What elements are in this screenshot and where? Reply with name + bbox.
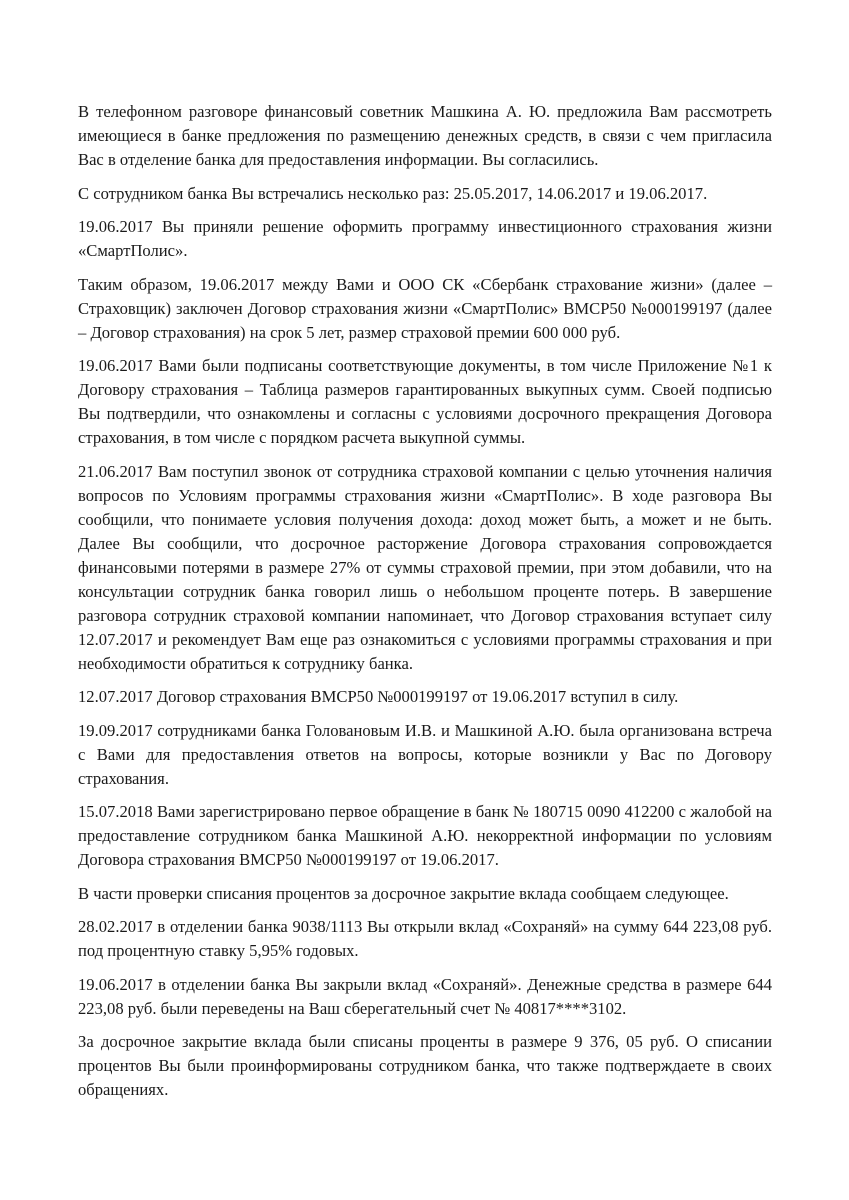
paragraph-deposit-opened: 28.02.2017 в отделении банка 9038/1113 Вы открыли вклад «Сохраняй» на сумму 644 223,08 руб. под процентную ставку 5,95% годовых. [78,917,772,960]
document-page [78,100,772,1112]
paragraph-contract-effective: 12.07.2017 Договор страхования ВМСР50 №000199197 от 19.06.2017 вступил в силу. [78,687,679,706]
paragraph-contract-concluded: Таким образом, 19.06.2017 между Вами и ООО СК «Сбербанк страхование жизни» (далее – Страховщик) заключен Договор страхования жизни «СмартПолис» ВМСР50 №000199197 (далее – Договор страхования) на срок 5 лет, размер страховой премии 600 000 руб. [78,274,772,342]
paragraph-documents-signed: 19.06.2017 Вами были подписаны соответствующие документы, в том числе Приложение №1 к Договору страхования – Таблица размеров гарантированных выкупных сумм. Своей подписью Вы подтвердили, что ознакомлены и согласны с условиями досрочного прекращения Договора страхования, в том числе с порядком расчета выкупной суммы. [78,356,772,447]
paragraph-deposit-closed: 19.06.2017 в отделении банка Вы закрыли вклад «Сохраняй». Денежные средства в размере 644 223,08 руб. были переведены на Ваш сберегательный счет № 40817****3102. [78,974,772,1018]
paragraph-interest-written-off: За досрочное закрытие вклада были списаны проценты в размере 9 376, 05 руб. О списании процентов Вы были проинформированы сотрудником банка, что также подтверждаете в своих обращениях. [78,1032,772,1099]
paragraph-insurer-call: 21.06.2017 Вам поступил звонок от сотрудника страховой компании с целью уточнения наличия вопросов по Условиям программы страхования жизни «СмартПолис». В ходе разговора Вы сообщили, что понимаете условия получения дохода: доход может быть, а может и не быть. Далее Вы сообщили, что досрочное расторжение Договора страхования сопровождается финансовыми потерями в размере 27% от суммы страховой премии, при этом добавили, что на консультации сотрудник банка говорил лишь о небольшом проценте потерь. В завершение разговора сотрудник страховой компании напоминает, что Договор страхования вступает силу 12.07.2017 и рекомендует Вам еще раз ознакомиться с условиями программы страхования и при необходимости обратиться к сотруднику банка. [78,461,772,673]
paragraph-phone-call: В телефонном разговоре финансовый советник Машкина А. Ю. предложила Вам рассмотреть имеющиеся в банке предложения по размещению денежных средств, в связи с чем пригласила Вас в отделение банка для предоставления информации. Вы согласились. [78,102,772,169]
paragraph-deposit-intro: В части проверки списания процентов за досрочное закрытие вклада сообщаем следующее. [78,883,729,903]
paragraph-meetings: С сотрудником банка Вы встречались несколько раз: 25.05.2017, 14.06.2017 и 19.06.2017. [78,183,708,203]
paragraph-decision: 19.06.2017 Вы приняли решение оформить программу инвестиционного страхования жизни «СмартПолис». [78,217,772,260]
paragraph-first-complaint: 15.07.2018 Вами зарегистрировано первое обращение в банк № 180715 0090 412200 с жалобой на предоставление сотрудником банка Машкиной А.Ю. некорректной информации по условиям Договора страхования ВМСР50 №000199197 от 19.06.2017. [78,802,772,869]
paragraph-followup-meeting: 19.09.2017 сотрудниками банка Головановым И.В. и Машкиной А.Ю. была организована встреча с Вами для предоставления ответов на вопросы, которые возникли у Вас по Договору страхования. [78,720,772,788]
